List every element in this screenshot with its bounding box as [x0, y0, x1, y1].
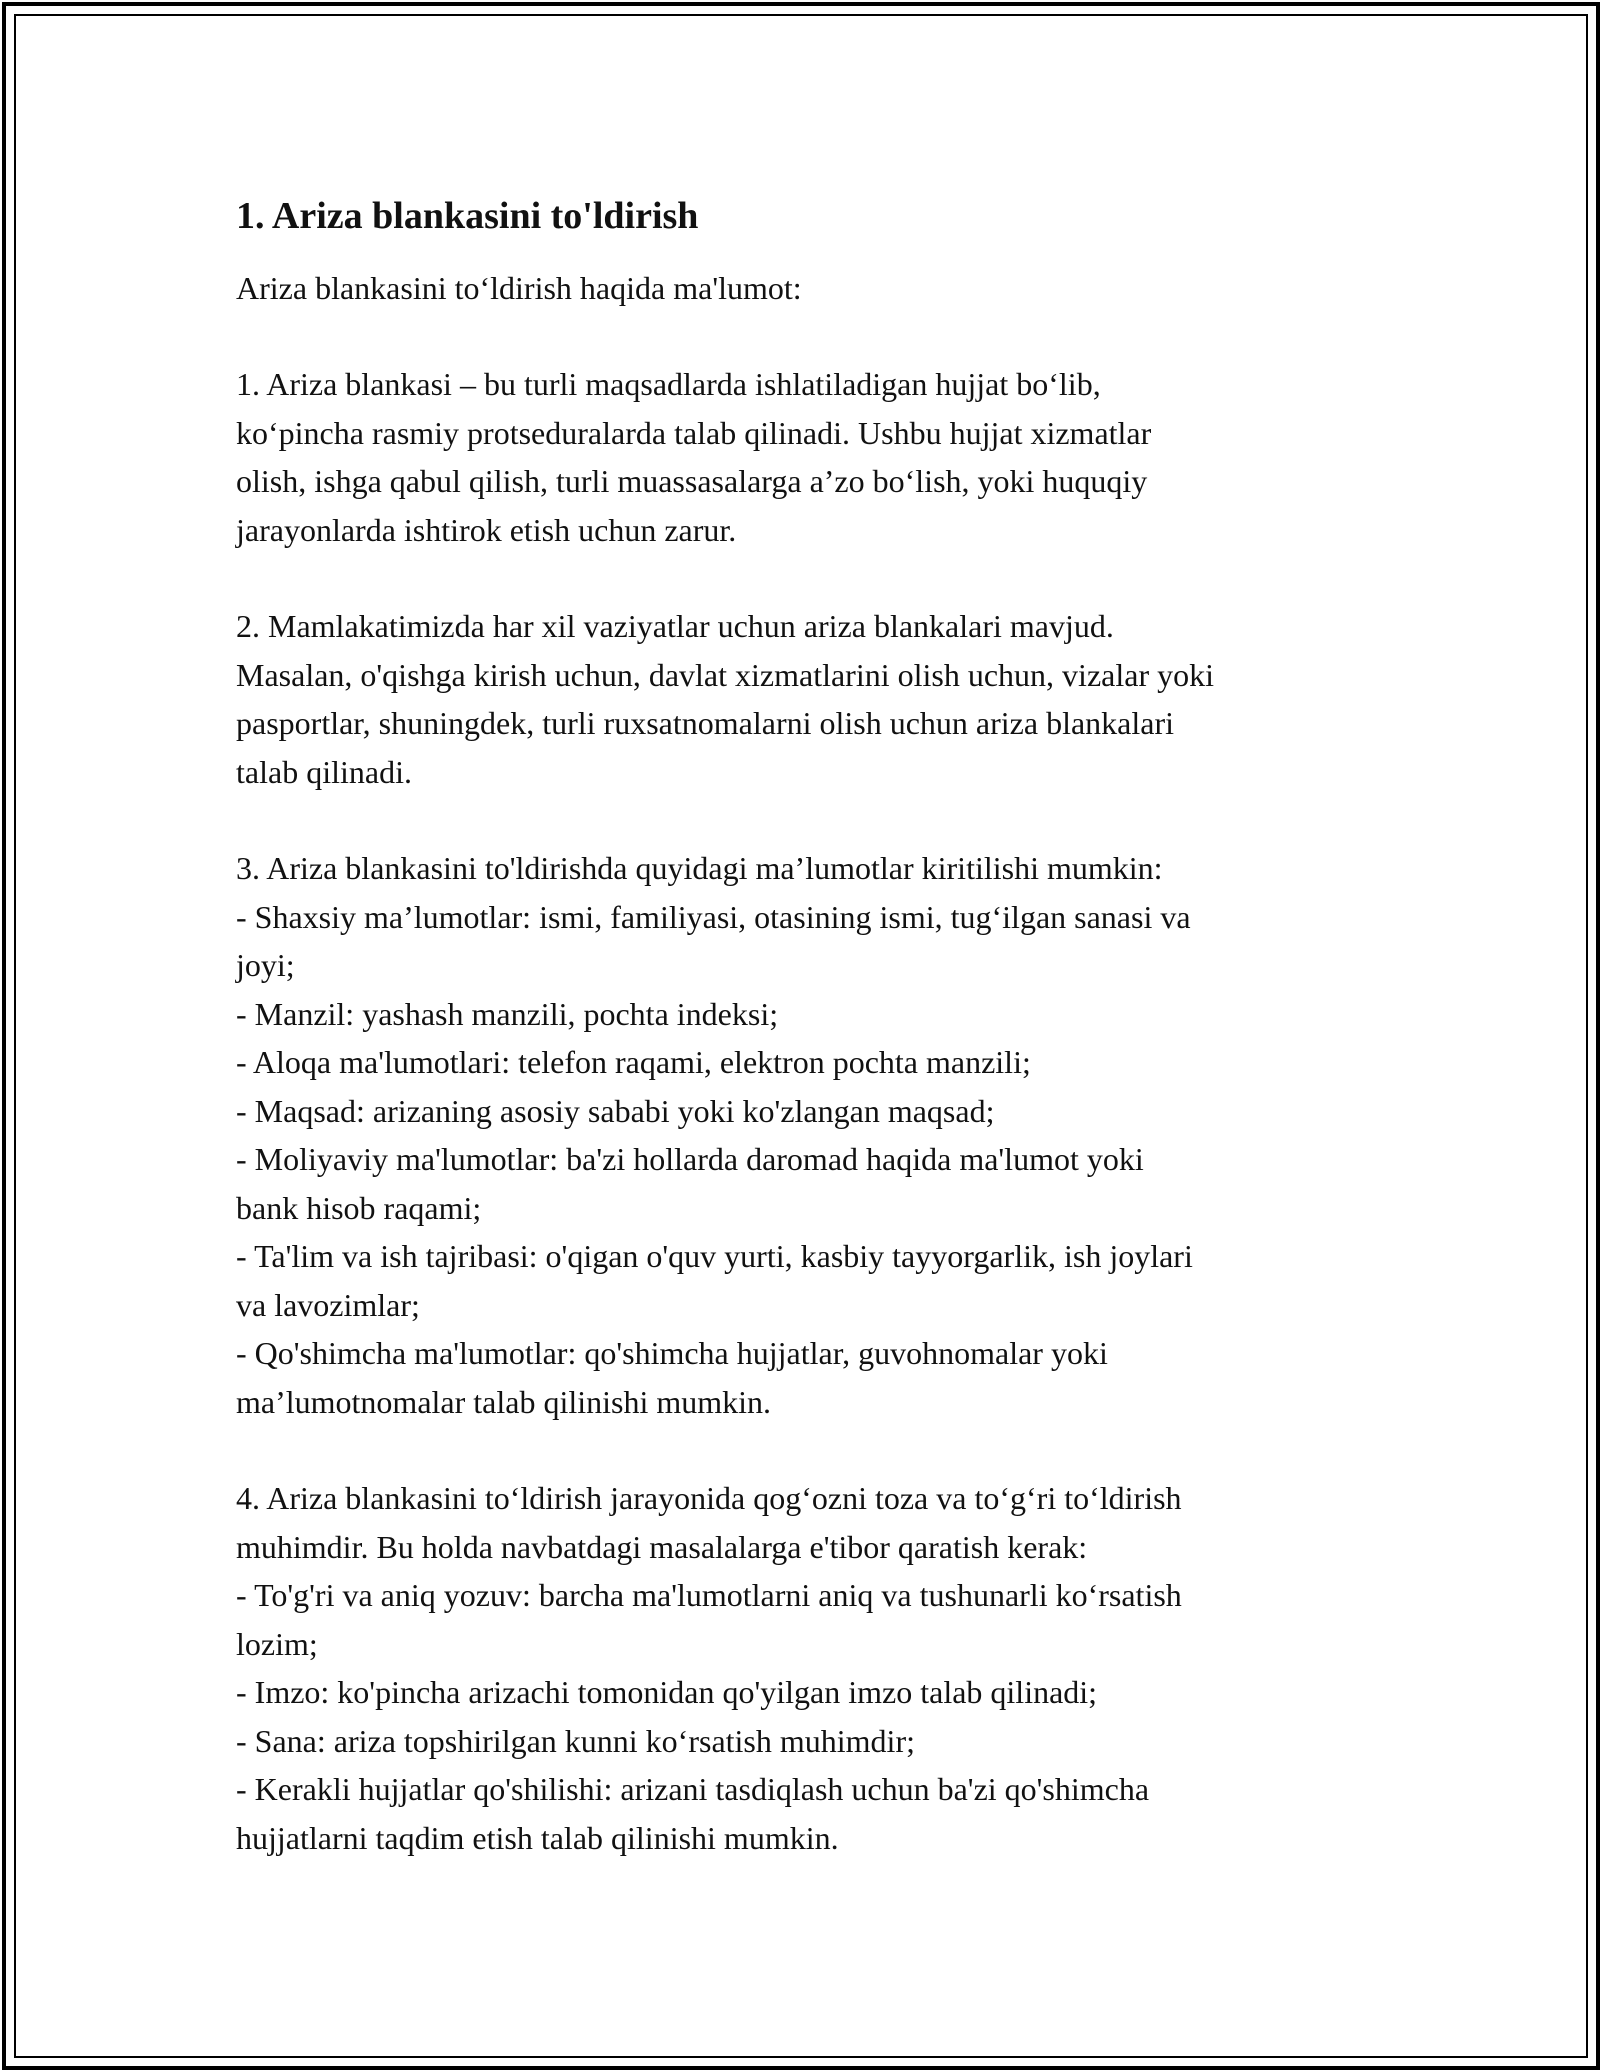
section-3-heading: 3. Ariza blankasini to'ldirishda quyidagi ma’lumotlar kiritilishi mumkin:: [236, 850, 1163, 886]
list-item-personal-data: - Shaxsiy ma’lumotlar: ismi, familiyasi, otasining ismi, tug‘ilgan sanasi va: [236, 898, 1191, 935]
list-item-address: - Manzil: yashash manzili, pochta indeksi;: [236, 995, 779, 1032]
section-2-line: 2. Mamlakatimizda har xil vaziyatlar uchun ariza blankalari mavjud.: [236, 608, 1114, 644]
section-1-line: 1. Ariza blankasi – bu turli maqsadlarda ishlatiladigan hujjat bo‘lib,: [236, 366, 1101, 402]
list-item-purpose: - Maqsad: arizaning asosiy sababi yoki ko'zlangan maqsad;: [236, 1092, 995, 1129]
document-intro: Ariza blankasini to‘ldirish haqida ma'lumot:: [236, 270, 802, 306]
section-1-line: olish, ishga qabul qilish, turli muassasalarga a’zo bo‘lish, yoki huquqiy: [236, 463, 1148, 499]
list-item-accurate-writing: - To'g'ri va aniq yozuv: barcha ma'lumotlarni aniq va tushunarli ko‘rsatish: [236, 1577, 1182, 1613]
section-4-heading: 4. Ariza blankasini to‘ldirish jarayonida qog‘ozni toza va to‘g‘ri to‘ldirish: [236, 1480, 1182, 1516]
list-item-accurate-writing-cont: lozim;: [236, 1625, 318, 1662]
section-2-line: pasportlar, shuningdek, turli ruxsatnomalarni olish uchun ariza blankalari: [236, 705, 1175, 741]
section-2: [236, 602, 1376, 796]
section-3: [236, 844, 1376, 1426]
section-2-line: Masalan, o'qishga kirish uchun, davlat xizmatlarini olish uchun, vizalar yoki: [236, 656, 1214, 693]
list-item-additional-info-cont: ma’lumotnomalar talab qilinishi mumkin.: [236, 1383, 772, 1420]
list-item-signature: - Imzo: ko'pincha arizachi tomonidan qo'yilgan imzo talab qilinadi;: [236, 1674, 1098, 1710]
list-item-contact-info: - Aloqa ma'lumotlari: telefon raqami, elektron pochta manzili;: [236, 1044, 1031, 1080]
document-title: 1. Ariza blankasini to'ldirish: [236, 195, 699, 237]
section-1-line: jarayonlarda ishtirok etish uchun zarur.: [236, 511, 737, 548]
list-item-required-documents-cont: hujjatlarni taqdim etish talab qilinishi mumkin.: [236, 1819, 839, 1856]
list-item-financial-info: - Moliyaviy ma'lumotlar: ba'zi hollarda daromad haqida ma'lumot yoki: [236, 1141, 1144, 1177]
section-1: [236, 360, 1376, 554]
section-2-line: talab qilinadi.: [236, 753, 412, 790]
list-item-required-documents: - Kerakli hujjatlar qo'shilishi: arizani tasdiqlash uchun ba'zi qo'shimcha: [236, 1771, 1150, 1807]
list-item-additional-info: - Qo'shimcha ma'lumotlar: qo'shimcha hujjatlar, guvohnomalar yoki: [236, 1335, 1108, 1371]
list-item-personal-data-cont: joyi;: [236, 947, 295, 983]
document-page: [236, 180, 1376, 1862]
section-4-heading-cont: muhimdir. Bu holda navbatdagi masalalarga e'tibor qaratish kerak:: [236, 1528, 1088, 1565]
list-item-financial-info-cont: bank hisob raqami;: [236, 1189, 482, 1226]
list-item-education-experience: - Ta'lim va ish tajribasi: o'qigan o'quv yurti, kasbiy tayyorgarlik, ish joylari: [236, 1238, 1193, 1274]
list-item-date: - Sana: ariza topshirilgan kunni ko‘rsatish muhimdir;: [236, 1722, 915, 1759]
section-1-line: ko‘pincha rasmiy protseduralarda talab qilinadi. Ushbu hujjat xizmatlar: [236, 414, 1152, 451]
list-item-education-experience-cont: va lavozimlar;: [236, 1286, 420, 1323]
section-4: [236, 1474, 1376, 1862]
